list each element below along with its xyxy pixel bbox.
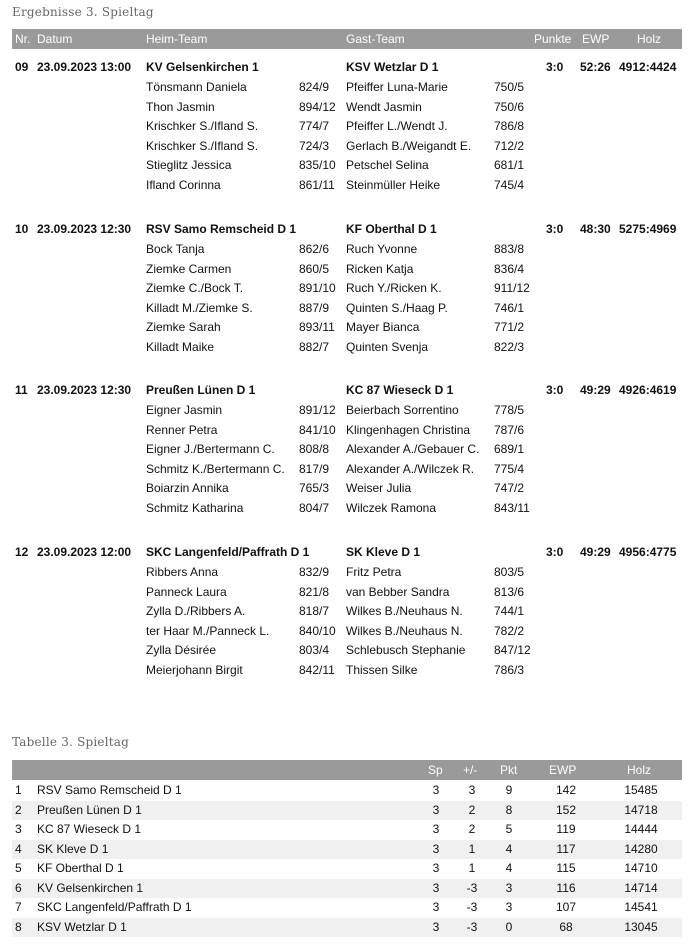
away-score: 787/6 [494,422,525,437]
match-date: 23.09.2023 13:00 [37,60,132,74]
player-row [12,604,682,623]
standings-pos: 1 [15,783,22,797]
standings-row [12,918,682,938]
player-row [12,262,682,281]
away-player: Gerlach B./Weigandt E. [346,138,472,153]
standings-pkt: 8 [505,802,513,817]
home-player: Schmitz K./Bertermann C. [146,461,285,476]
home-player: Panneck Laura [146,584,227,599]
standings-team: KV Gelsenkirchen 1 [37,880,144,895]
player-row [12,462,682,481]
standings-team: KC 87 Wieseck D 1 [37,822,142,836]
player-row [12,643,682,662]
away-team: SK Kleve D 1 [346,545,421,559]
standings-pos: 8 [15,919,22,934]
home-player: Tönsmann Daniela [146,80,247,94]
standings-team: SKC Langenfeld/Paffrath D 1 [37,900,192,914]
away-team: KF Oberthal D 1 [346,222,437,236]
home-score: 862/6 [299,242,330,256]
home-score: 803/4 [299,643,330,657]
match-points: 3:0 [546,60,564,74]
away-score: 746/1 [494,300,525,315]
away-score: 689/1 [494,442,525,456]
match-date: 23.09.2023 12:00 [37,545,132,559]
col-datum: Datum [37,32,73,46]
home-team: KV Gelsenkirchen 1 [146,60,259,74]
away-player: Thissen Silke [346,662,418,677]
home-player: Killadt M./Ziemke S. [146,300,253,315]
home-score: 818/7 [299,604,330,618]
standings-pkt: 3 [505,880,513,895]
match-date: 23.09.2023 12:30 [37,222,132,236]
standings-ewp: 117 [556,841,576,856]
standings-diff: 1 [468,841,476,856]
player-row [12,80,682,99]
match-nr: 12 [15,545,29,559]
away-score: 883/8 [494,242,525,256]
col-ewp: EWP [582,32,610,46]
match-nr: 11 [15,383,28,397]
away-score: 744/1 [494,604,525,618]
standings-pkt: 9 [505,783,513,797]
player-row [12,481,682,500]
away-player: Wilkes B./Neuhaus N. [346,604,463,618]
col-pkt: Pkt [500,763,518,777]
away-score: 681/1 [494,158,525,172]
standings-row [12,781,682,801]
away-player: Wendt Jasmin [346,99,422,114]
col-nr: Nr. [15,32,31,46]
away-score: 775/4 [494,461,525,476]
home-score: 808/8 [299,442,330,456]
standings-ewp: 68 [559,919,573,934]
away-player: Fritz Petra [346,565,402,579]
home-player: Renner Petra [146,422,218,437]
standings-pos: 2 [15,802,22,817]
standings-diff: 2 [468,802,476,817]
standings-sp: 3 [432,880,440,895]
player-row [12,585,682,604]
standings-diff: -3 [466,919,478,934]
away-player: Schlebusch Stephanie [346,643,466,657]
away-score: 786/3 [494,662,525,677]
standings-row [12,898,682,918]
player-row [12,119,682,138]
standings-ewp: 107 [555,900,577,914]
player-row [12,565,682,584]
player-row [12,178,682,197]
standings-sp: 3 [432,900,440,914]
home-team: SKC Langenfeld/Paffrath D 1 [146,545,310,559]
away-score: 750/6 [494,99,525,114]
home-player: Krischker S./Ifland S. [146,119,259,133]
home-player: Ribbers Anna [146,565,219,579]
standings-holz: 14718 [624,802,658,817]
standings-holz: 14280 [624,841,658,856]
col-holz: Holz [637,32,662,46]
standings-diff: 2 [468,822,476,836]
away-player: Petschel Selina [346,158,429,172]
match-nr: 10 [15,222,29,236]
away-player: Mayer Bianca [346,320,420,334]
away-score: 911/12 [494,281,530,295]
standings-row [12,859,682,879]
player-row [12,320,682,339]
standings-pkt: 0 [505,919,513,934]
standings-ewp: 119 [556,822,576,836]
match-holz: 4912:4424 [619,60,677,74]
standings-holz: 14714 [624,880,658,895]
home-score: 774/7 [299,119,330,133]
standings-holz: 14444 [624,822,658,836]
col-diff: +/- [463,763,478,777]
match-nr: 09 [15,60,29,74]
home-player: Zylla Désirée [146,643,217,657]
standings-ewp: 142 [555,783,577,797]
away-player: van Bebber Sandra [346,584,450,599]
away-player: Alexander A./Gebauer C. [346,442,480,456]
match-ewp: 49:29 [580,545,611,559]
standings-diff: 3 [468,783,476,797]
standings-ewp: 152 [555,802,577,817]
home-score: 887/9 [299,300,330,315]
away-player: Weiser Julia [346,481,412,495]
home-score: 835/10 [299,158,336,172]
player-row [12,624,682,643]
away-score: 745/4 [494,177,525,192]
standings-holz: 14710 [624,861,658,875]
home-score: 891/12 [299,403,336,417]
standings-pkt: 3 [505,900,513,914]
away-score: 747/2 [494,481,525,495]
away-player: Wilkes B./Neuhaus N. [346,623,463,638]
player-row [12,442,682,461]
standings-holz: 15485 [624,783,658,797]
home-player: Killadt Maike [146,339,215,354]
standings-ewp: 115 [556,861,576,875]
away-player: Beierbach Sorrentino [346,403,459,417]
results-title: Ergebnisse 3. Spieltag [12,5,154,19]
standings-pos: 3 [15,822,22,836]
home-score: 860/5 [299,261,330,276]
home-score: 804/7 [299,500,330,515]
away-score: 778/5 [494,403,525,417]
away-score: 847/12 [494,643,531,657]
player-row [12,403,682,422]
away-player: Wilczek Ramona [346,500,437,515]
player-row [12,139,682,158]
away-score: 771/2 [494,320,525,334]
standings-pos: 6 [15,880,22,895]
match-date: 23.09.2023 12:30 [37,383,132,397]
col-sp: Sp [428,763,443,777]
player-row [12,301,682,320]
match-ewp: 48:30 [580,222,611,236]
standings-row [12,879,682,899]
results-header [12,29,682,49]
match-holz: 4926:4619 [619,383,677,397]
away-score: 786/8 [494,119,525,133]
away-player: Ruch Yvonne [346,242,418,256]
home-player: Stieglitz Jessica [146,158,232,172]
match-header-row [12,383,682,402]
col-heim: Heim-Team [146,32,208,46]
player-row [12,423,682,442]
standings-sp: 3 [432,783,440,797]
match-holz: 4956:4775 [619,545,677,559]
standings-header [12,760,682,780]
home-player: Eigner J./Bertermann C. [146,442,275,456]
home-team: Preußen Lünen D 1 [146,383,256,397]
standings-diff: 1 [468,861,476,875]
standings-pkt: 5 [505,822,513,836]
standings-sp: 3 [432,861,440,875]
home-player: Meierjohann Birgit [146,662,243,677]
home-score: 821/8 [299,584,330,599]
standings-team: SK Kleve D 1 [37,841,109,856]
standings-team: Preußen Lünen D 1 [37,802,142,817]
home-player: Zylla D./Ribbers A. [146,604,246,618]
home-score: 832/9 [299,565,330,579]
home-player: Krischker S./Ifland S. [146,138,259,153]
away-player: Ricken Katja [346,261,414,276]
away-player: Pfeiffer L./Wendt J. [346,119,448,133]
standings-row [12,801,682,821]
standings-team: KF Oberthal D 1 [37,861,124,875]
home-score: 765/3 [299,481,330,495]
player-row [12,242,682,261]
player-row [12,100,682,119]
away-score: 782/2 [494,623,525,638]
standings-ewp: 116 [556,880,576,895]
col-ewp-table: EWP [549,763,577,777]
away-player: Quinten Svenja [346,339,429,354]
home-player: Boiarzin Annika [146,481,229,495]
player-row [12,281,682,300]
away-score: 803/5 [494,565,525,579]
match-ewp: 49:29 [580,383,611,397]
home-score: 893/11 [299,320,335,334]
away-score: 843/11 [494,500,530,515]
standings-title: Tabelle 3. Spieltag [12,735,130,749]
standings-diff: -3 [466,900,478,914]
match-points: 3:0 [546,383,564,397]
player-row [12,663,682,682]
home-score: 724/3 [299,138,330,153]
col-punkte: Punkte [534,32,572,46]
home-player: Bock Tanja [146,242,205,256]
home-score: 841/10 [299,422,336,437]
match-header-row [12,222,682,241]
away-team: KSV Wetzlar D 1 [346,60,439,74]
standings-holz: 13045 [624,919,658,934]
standings-sp: 3 [432,822,440,836]
away-player: Alexander A./Wilczek R. [346,461,475,476]
home-score: 861/11 [299,177,335,192]
away-score: 822/3 [494,339,525,354]
standings-team: KSV Wetzlar D 1 [37,919,127,934]
home-player: ter Haar M./Panneck L. [146,623,270,638]
home-score: 824/9 [299,80,330,94]
home-score: 817/9 [299,461,330,476]
standings-pos: 7 [15,900,22,914]
away-player: Steinmüller Heike [346,177,441,192]
standings-diff: -3 [466,880,478,895]
home-player: Schmitz Katharina [146,500,244,515]
home-team: RSV Samo Remscheid D 1 [146,222,297,236]
player-row [12,158,682,177]
home-score: 842/11 [299,662,335,677]
home-score: 840/10 [299,623,336,638]
standings-sp: 3 [432,802,440,817]
standings-holz: 14541 [624,900,658,914]
standings-team: RSV Samo Remscheid D 1 [37,783,182,797]
away-team: KC 87 Wieseck D 1 [346,383,454,397]
home-score: 894/12 [299,99,336,114]
away-score: 813/6 [494,584,525,599]
match-header-row [12,60,682,79]
standings-pkt: 4 [505,861,513,875]
away-player: Ruch Y./Ricken K. [346,281,442,295]
standings-sp: 3 [432,919,440,934]
standings-pkt: 4 [505,841,513,856]
away-player: Pfeiffer Luna-Marie [346,80,448,94]
home-score: 891/10 [299,281,336,295]
home-player: Ziemke Sarah [146,320,221,334]
home-player: Ifland Corinna [146,177,221,192]
away-score: 836/4 [494,261,525,276]
player-row [12,501,682,520]
home-player: Ziemke C./Bock T. [146,281,244,295]
away-score: 750/5 [494,80,525,94]
match-points: 3:0 [546,545,564,559]
col-gast: Gast-Team [346,32,405,46]
match-points: 3:0 [546,222,564,236]
match-ewp: 52:26 [580,60,611,74]
standings-row [12,840,682,860]
match-holz: 5275:4969 [619,222,677,236]
home-player: Eigner Jasmin [146,403,223,417]
col-holz-table: Holz [627,763,652,777]
player-row [12,340,682,359]
away-score: 712/2 [494,138,525,153]
standings-pos: 4 [15,841,22,856]
standings-row [12,820,682,840]
away-player: Klingenhagen Christina [346,422,471,437]
home-score: 882/7 [299,339,330,354]
home-player: Thon Jasmin [146,99,215,114]
standings-sp: 3 [432,841,440,856]
match-header-row [12,545,682,564]
away-player: Quinten S./Haag P. [346,300,448,315]
standings-pos: 5 [15,861,22,875]
home-player: Ziemke Carmen [146,261,232,276]
